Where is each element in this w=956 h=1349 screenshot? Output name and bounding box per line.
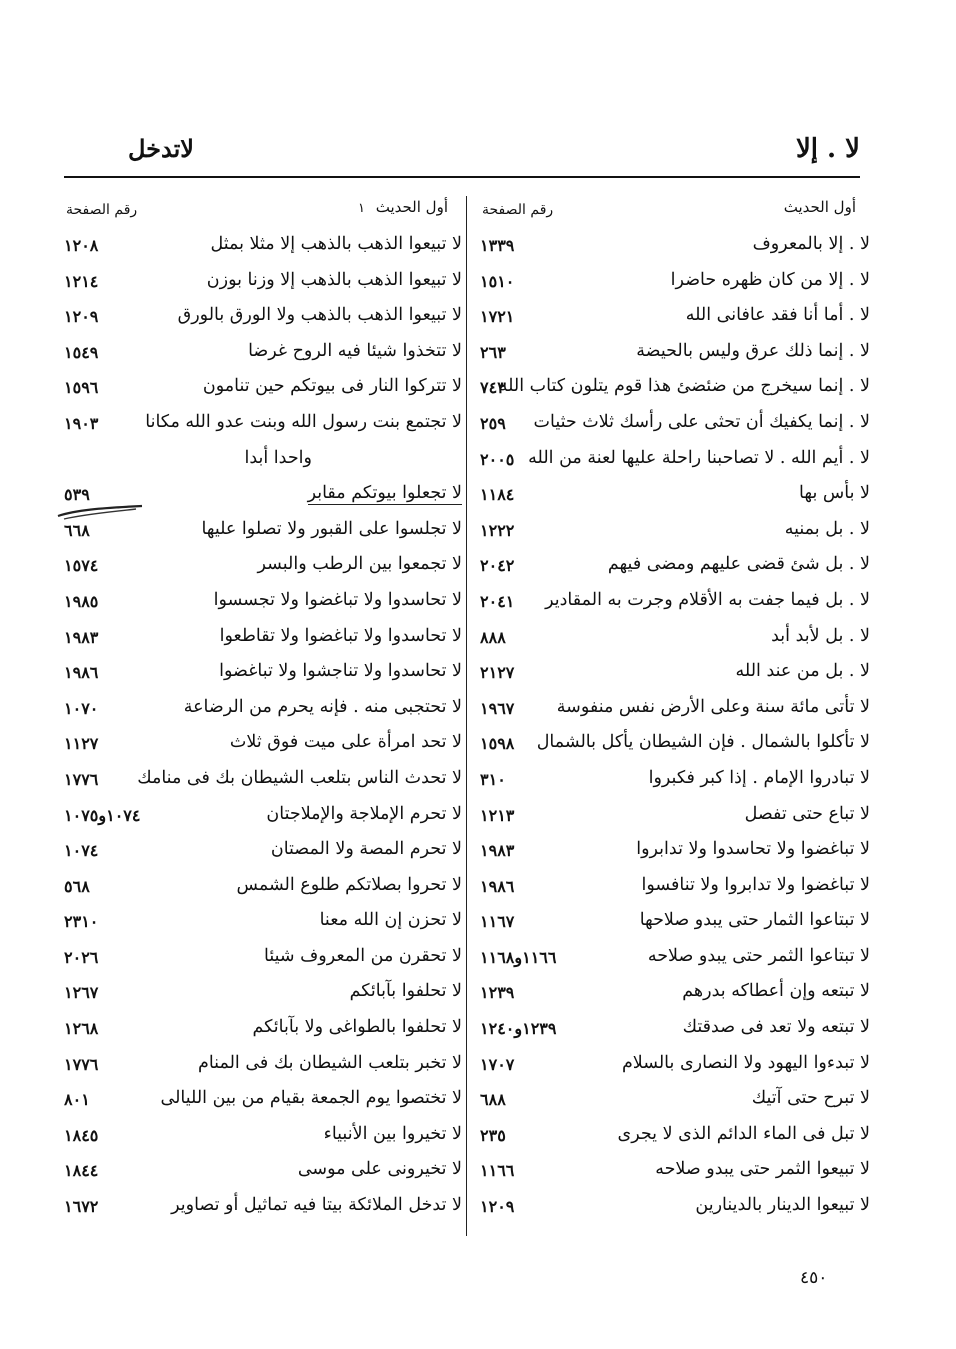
list-item [60,871,462,907]
page-reference: ١٩٨٦ [480,876,515,896]
hadith-opening-text: لا تتركوا النار فى بيوتكم حين تنامون [202,376,462,397]
hadith-opening-text: لا . أما أنا فقد عافانى الله [685,305,870,326]
page-reference: ١٢٦٨ [64,1019,99,1039]
list-item [476,977,870,1013]
list-item [476,230,870,266]
page-reference: ١٦٧٢ [64,1197,99,1217]
hadith-opening-text: لا تبيعوا الذهب بالذهب إلا وزنا بوزن [206,269,462,290]
list-item [476,871,870,907]
header-rule [64,176,860,178]
hadith-opening-text: لا بأس بها [799,483,870,504]
hadith-opening-text: لا تبادروا الإمام . إذا كبر فكبروا [648,767,870,788]
hadith-opening-text: لا . بل بمنيه [784,518,870,539]
left-index-list [60,230,462,1227]
page-reference: ١١٨٤ [480,485,515,505]
list-item [476,1191,870,1227]
page-reference: ٥٣٩ [64,485,90,505]
hadith-opening-text: لا . إنما ذلك عرق وليس بالحيضة [636,340,870,361]
page-reference: ١٥٩٦ [64,378,99,398]
hadith-opening-text: لا تحرم الإملاجة والإملاجتان [266,803,462,824]
list-item [476,1084,870,1120]
right-index-list [476,230,870,1227]
page-reference: ١٣٣٩ [480,236,515,255]
hadith-opening-text: لا تبتاعوا الثمار حتى يبدو صلاحها [639,910,870,931]
hadith-opening-text: لا تباغضوا ولا تحاسدوا ولا تدابروا [636,839,870,860]
page-reference: ٨٠١ [64,1090,90,1110]
hadith-opening-text: لا تحلفوا بالطواغى ولا بآبائكم [252,1017,462,1038]
page-reference: ٢٦٣ [480,342,506,362]
hadith-opening-text: لا تحلفوا بآبائكم [349,981,462,1002]
page-number-header: رقم الصفحة [66,202,138,218]
list-item [476,622,870,658]
list-item [60,1155,462,1191]
page-reference: ٧٤٣ [480,378,506,398]
hadith-header: أول الحديث [783,198,856,216]
list-item [60,728,462,764]
page-reference: ١٩٨٦ [64,663,99,683]
list-item [60,764,462,800]
hadith-opening-text: لا تبيعوا الذهب بالذهب إلا مثلا بمثل [210,234,462,254]
page-number-header: رقم الصفحة [482,202,554,218]
hadith-opening-text: لا تتخذوا شيئا فيه الروح غرضا [248,340,462,361]
list-item [476,764,870,800]
list-item [476,372,870,408]
running-head [64,134,860,174]
list-item [476,1049,870,1085]
list-item [60,977,462,1013]
hadith-opening-text: لا تحرم المصة ولا المصتان [270,839,462,860]
hadith-opening-text: لا تبتاعوا الثمر حتى يبدو صلاحه [647,945,870,966]
hadith-opening-text: لا تحد امرأة على ميت فوق ثلاث [229,732,462,753]
list-item [60,657,462,693]
right-column [476,194,870,1227]
left-column-header [60,194,462,230]
hadith-opening-text: واحدا أبدا [244,447,312,468]
hadith-opening-text: لا تأكلوا بالشمال . فإن الشيطان يأكل بالشمال [536,732,870,753]
hadith-opening-text: لا تجلسوا على القبور ولا تصلوا عليها [201,518,462,539]
hadith-opening-text: لا تباغضوا ولا تدابروا ولا تنافسوا [641,874,870,895]
page-reference: ٢٠٤١ [480,591,515,611]
page-reference: ١٨٤٥ [64,1125,99,1145]
list-item [476,408,870,444]
list-item [60,1120,462,1156]
list-item [60,1084,462,1120]
list-item [60,942,462,978]
hadith-opening-text: لا تحاسدوا ولا تناجشوا ولا تباغضوا [219,661,462,682]
page-reference: ٣١٠ [480,769,506,789]
running-head-left-title: لاتدخل [128,134,194,163]
list-item [60,266,462,302]
list-item [476,835,870,871]
list-item [476,657,870,693]
hadith-opening-text: لا . إنما سيخرج من ضئضئ هذا قوم يتلون كتاب الله [498,376,870,397]
page-number: ٤٥٠ [800,1268,828,1288]
hadith-opening-text: لا تبتعه ولا تعد فى صدقتك [682,1017,870,1038]
hadith-opening-text: لا تباع حتى تفصل [744,803,870,824]
hadith-opening-text: لا . بل من عند الله [735,661,870,682]
right-column-header [476,194,870,230]
list-item [60,301,462,337]
hadith-header-label: أول الحديث [375,198,448,216]
hadith-opening-text: لا . أيم الله . لا تصاحبنا راحلة عليها لعنة من الله [528,447,870,468]
hadith-opening-text: لا تبيعوا الثمر حتى يبدو صلاحه [655,1159,870,1180]
page-reference: ٢٠٢٦ [64,947,99,967]
page-reference: ٢١٢٧ [480,663,515,683]
list-item [60,1013,462,1049]
hadith-opening-text: لا تخبر بتلعب الشيطان بك فى المنام [198,1052,462,1073]
page-reference: ١١٦٧ [480,912,515,932]
page-reference: ١٢١٤ [64,271,99,291]
page-reference: ٦٦٨ [64,520,90,540]
page-reference: ١٩٨٥ [64,591,99,611]
hadith-opening-text: لا تأتى مائة سنة وعلى الأرض نفس منفوسة [556,696,870,717]
page-reference: ١٢٦٧ [64,983,99,1003]
hadith-opening-text: لا تحتجبى منه . فإنه يحرم من الرضاعة [183,696,462,717]
hadith-opening-text: لا . إلا من كان ظهره حاضرا [670,269,870,290]
page-reference: ١٩٨٣ [64,627,99,647]
page-reference: ١٩٠٣ [64,413,99,433]
hadith-opening-text: لا . إلا بالمعروف [752,234,870,254]
page-reference: ١٢٠٩ [480,1197,515,1217]
list-item [60,444,462,480]
page-reference: ١٧٧٦ [64,769,99,789]
list-item [60,550,462,586]
hadith-opening-text: لا تحزن إن الله معنا [319,910,462,931]
page-reference: ١٢٣٩ [480,983,515,1003]
hadith-opening-text: لا تحروا بصلاتكم طلوع الشمس [236,874,462,895]
hadith-opening-text: لا تدخل الملائكة بيتا فيه تماثيل أو تصاوير [171,1195,462,1216]
list-item [476,942,870,978]
page-reference: ١٩٨٣ [480,841,515,861]
hadith-opening-text: لا تخيرونى على موسى [297,1159,462,1180]
hadith-opening-text: لا تحدث الناس بتلعب الشيطان بك فى منامك [137,767,462,788]
page-reference: ٢٥٩ [480,413,506,433]
page-reference: ١١٦٦ [480,1161,515,1181]
hadith-opening-text: لا . بل شئ قضى عليهم ومضى فيهم [607,554,870,575]
page-reference: ١٥٩٨ [480,734,515,754]
page-reference: ١٧٠٧ [480,1054,515,1074]
list-item [60,622,462,658]
hadith-opening-text: لا تجمعوا بين الرطب والبسر [257,554,462,575]
page-reference: ١٥٤٩ [64,342,99,362]
page-reference: ٢٠٤٢ [480,556,515,576]
list-item [476,906,870,942]
hadith-opening-text: لا تبيعوا الذهب بالذهب ولا الورق بالورق [177,305,462,326]
page-reference: ١٥٧٤ [64,556,99,576]
page-reference: ١٠٧٠ [64,698,99,718]
page-reference: ١٧٢١ [480,307,515,327]
hadith-opening-text: لا تبل فى الماء الدائم الذى لا يجرى [617,1123,870,1144]
list-item [60,835,462,871]
list-item [476,444,870,480]
hadith-opening-text: لا تبتعه وإن أعطاكه بدرهم [682,981,870,1002]
hadith-opening-text: لا تبرح حتى آتيك [751,1088,870,1109]
page-reference: ٨٨٨ [480,627,506,647]
running-head-right-title: لا . إلا [795,134,860,164]
list-item [60,1191,462,1227]
hadith-opening-text: لا تحاسدوا ولا تباغضوا ولا تجسسوا [213,589,462,610]
page-reference: ١٢٠٨ [64,236,99,255]
page-reference: ٢٣٥ [480,1125,506,1145]
list-item [476,693,870,729]
list-item [476,479,870,515]
hadith-opening-text: لا تجعلوا بيوتكم مقابر [307,483,462,504]
handwritten-pen-stroke-icon [56,500,146,524]
list-item [60,230,462,266]
list-item [60,372,462,408]
list-item [476,266,870,302]
page-reference: ١٧٧٦ [64,1054,99,1074]
list-item [60,693,462,729]
list-item [60,906,462,942]
list-item [476,301,870,337]
column-divider [466,196,467,1236]
list-item [476,1013,870,1049]
list-item [60,408,462,444]
list-item [476,800,870,836]
page-reference: ١١٦٦و١١٦٨ [480,947,557,967]
page-reference: ١٢٣٩و١٢٤٠ [480,1019,557,1039]
page-reference: ٥٦٨ [64,876,90,896]
hadith-opening-text: لا . بل لأبد أبد [771,625,870,646]
list-item [476,337,870,373]
list-item [60,800,462,836]
page-reference: ١٩٦٧ [480,698,515,718]
page-reference: ١٠٧٤ [64,841,99,861]
list-item [476,1155,870,1191]
hadith-opening-text: لا تحقرن من المعروف شيئا [263,945,462,966]
page-reference: ٢٠٠٥ [480,449,515,469]
list-item [60,337,462,373]
list-item [476,550,870,586]
page-reference: ١٠٧٤و١٠٧٥ [64,805,141,825]
hadith-opening-text: لا . إنما يكفيك أن تحثى على رأسك ثلاث حثيات [533,411,870,432]
hadith-opening-text: لا تختصوا يوم الجمعة بقيام من بين الليالى [160,1088,462,1109]
list-item [476,515,870,551]
hadith-opening-text: لا تخيروا بين الأنبياء [323,1123,462,1144]
list-item [60,1049,462,1085]
hadith-opening-text: لا تبدءوا اليهود ولا النصارى بالسلام [621,1052,870,1073]
list-item [476,728,870,764]
hadith-opening-text: لا تبيعوا الدينار بالدينارين [695,1195,870,1216]
page-reference: ١٢١٣ [480,805,515,825]
list-item [476,1120,870,1156]
list-item [476,586,870,622]
footnote-mark: ١ [357,201,365,216]
list-item [60,586,462,622]
hadith-header [358,198,448,216]
page-reference: ١٥١٠ [480,271,515,291]
page-reference: ٦٨٨ [480,1090,506,1110]
page-reference: ١٢٢٢ [480,520,515,540]
hadith-opening-text: لا تحاسدوا ولا تباغضوا ولا تقاطعوا [219,625,462,646]
hadith-opening-text: لا تجتمع بنت رسول الله وبنت عدو الله مكانا [145,411,462,432]
page-reference: ١١٢٧ [64,734,99,754]
hadith-opening-text: لا . بل فيما جفت به الأقلام وجرت به المقادير [545,589,870,610]
page-reference: ١٨٤٤ [64,1161,99,1181]
left-column [60,194,462,1227]
page-reference: ١٢٠٩ [64,307,99,327]
page-reference: ٢٣١٠ [64,912,99,932]
